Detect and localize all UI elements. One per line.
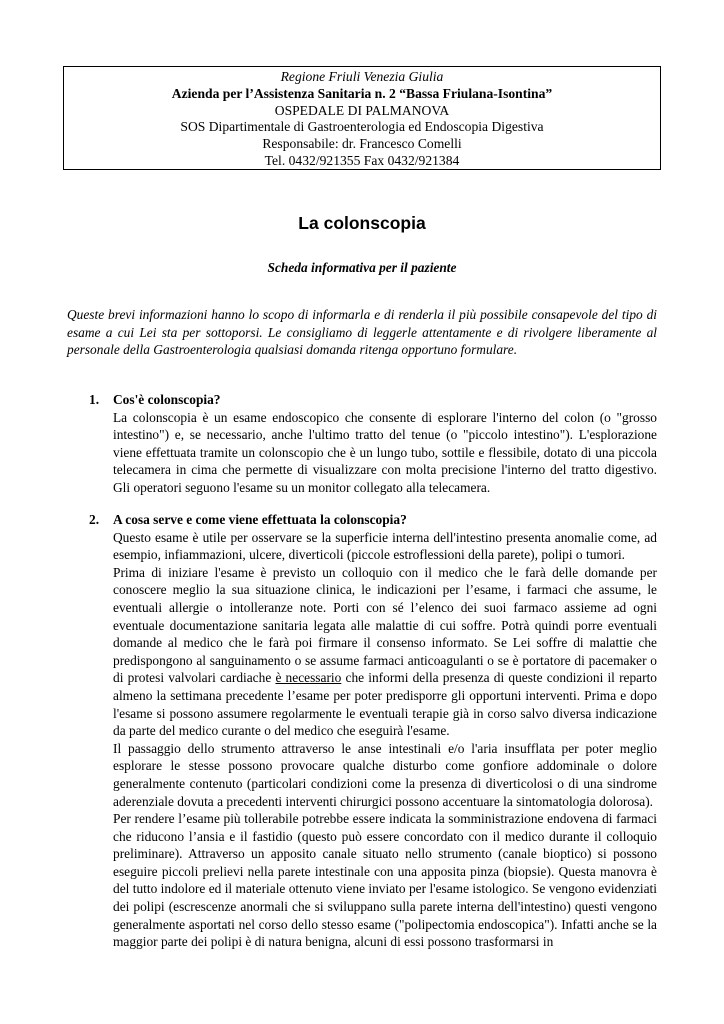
header-sos: SOS Dipartimentale di Gastroenterologia ed Endoscopia Digestiva [180, 119, 544, 135]
page-title: La colonscopia [298, 213, 426, 233]
paragraph-text: Prima di iniziare l'esame è previsto un colloquio con il medico che le farà delle domande per conoscere meglio la sua situazione clinica, le indicazioni per l’esame, i farmaci che assume, le eventuali allergie o intolleranze note. Porti con sé l’elenco dei suoi farmaco assieme ad ogni eventuale documentazione sanitaria legata alle malattie di cui soffre. Potrà quindi porre eventuali domande al medico che le farà poi firmare il consenso informato. Se Lei soffre di malattie che predispongono al sanguinamento o se assume farmaci anticoagulanti o se è portatore di pacemaker o di protesi valvolari cardiache [113, 564, 657, 686]
section-number: 1. [89, 392, 100, 407]
underlined-text: è necessario [275, 670, 342, 686]
section-paragraph: Il passaggio dello strumento attraverso le anse intestinali e/o l'aria insufflata per poter meglio esplorare le stesse possono provocare qualche disturbo come gonfiore addominale o dolore generalmente contenuto (particolari condizioni come la presenza di diverticolosi o di una sindrome aderenziale dovuta a precedenti interventi chirurgici possono accentuare la sintomatologia dolorosa). [113, 740, 657, 809]
header-region: Regione Friuli Venezia Giulia [280, 69, 444, 84]
section-heading: Cos'è colonscopia? [113, 392, 221, 407]
section-body [113, 529, 657, 951]
section-paragraph: La colonscopia è un esame endoscopico che consente di esplorare l'interno del colon (o "grosso intestino") e, se necessario, anche l'ultimo tratto del tenue (o "piccolo intestino"). L'esplorazione viene effettuata tramite un colonscopio che è un lungo tubo, sottile e flessibile, dotato di una piccola telecamera in cima che permette di visualizzare con molta precisione l'interno del tratto digestivo. Gli operatori seguono l'esame su un monitor collegato alla telecamera. [113, 409, 657, 495]
section-heading: A cosa serve e come viene effettuata la colonscopia? [113, 512, 407, 527]
section-body [113, 409, 657, 497]
intro-paragraph: Queste brevi informazioni hanno lo scopo di informarla e di renderla il più possibile consapevole del tipo di esame a cui Lei sta per sottoporsi. Le consigliamo di leggerle attentamente e di rivolgere liberamente al personale della Gastroenterologia qualsiasi domanda ritenga opportuno formulare. [67, 307, 657, 358]
header-responsabile: Responsabile: dr. Francesco Comelli [262, 136, 462, 152]
paragraph-text: che informi della presenza di queste condizioni il reparto almeno la settimana precedente l’esame per poter predisporre gli opportuni interventi. Prima e dopo l'esame si possono assumere regolarmente le eventuali terapie già in corso salvo diversa indicazione da parte del medico curante o del medico che eseguirà l'esame. [113, 670, 657, 739]
section-paragraph: Per rendere l’esame più tollerabile potrebbe essere indicata la somministrazione endovena di farmaci che riducono l’ansia e il fastidio (questo può essere concordato con il medico durante il colloquio preliminare). Attraverso un apposito canale situato nello strumento (canale bioptico) si possono eseguire piccoli prelievi nella parete intestinale con una apposita pinza (biopsie). Questa manovra è del tutto indolore ed il materiale ottenuto viene inviato per l'esame istologico. Se vengono evidenziati dei polipi (escrescenze anormali che si sviluppano sulla parete interna dell'intestino) questi vengono generalmente asportati nel corso dello stesso esame ("polipectomia endoscopica"). Infatti anche se la maggior parte dei polipi è di natura benigna, alcuni di essi possono trasformarsi in [113, 811, 657, 950]
header-ospedale: OSPEDALE DI PALMANOVA [274, 102, 450, 118]
section-paragraph: Questo esame è utile per osservare se la superficie interna dell'intestino presenta anomalie come, ad esempio, infiammazioni, ulcere, diverticoli (piccole estroflessioni della parete), polipi o tumori. [113, 529, 657, 563]
header-box [63, 66, 661, 170]
section-number: 2. [89, 512, 100, 527]
header-contatti: Tel. 0432/921355 Fax 0432/921384 [264, 152, 460, 168]
page-subtitle: Scheda informativa per il paziente [267, 260, 457, 275]
header-azienda: Azienda per l’Assistenza Sanitaria n. 2 “Bassa Friulana-Isontina” [171, 85, 553, 101]
section-2 [67, 511, 657, 951]
section-paragraph [113, 564, 657, 740]
section-1 [67, 391, 657, 497]
